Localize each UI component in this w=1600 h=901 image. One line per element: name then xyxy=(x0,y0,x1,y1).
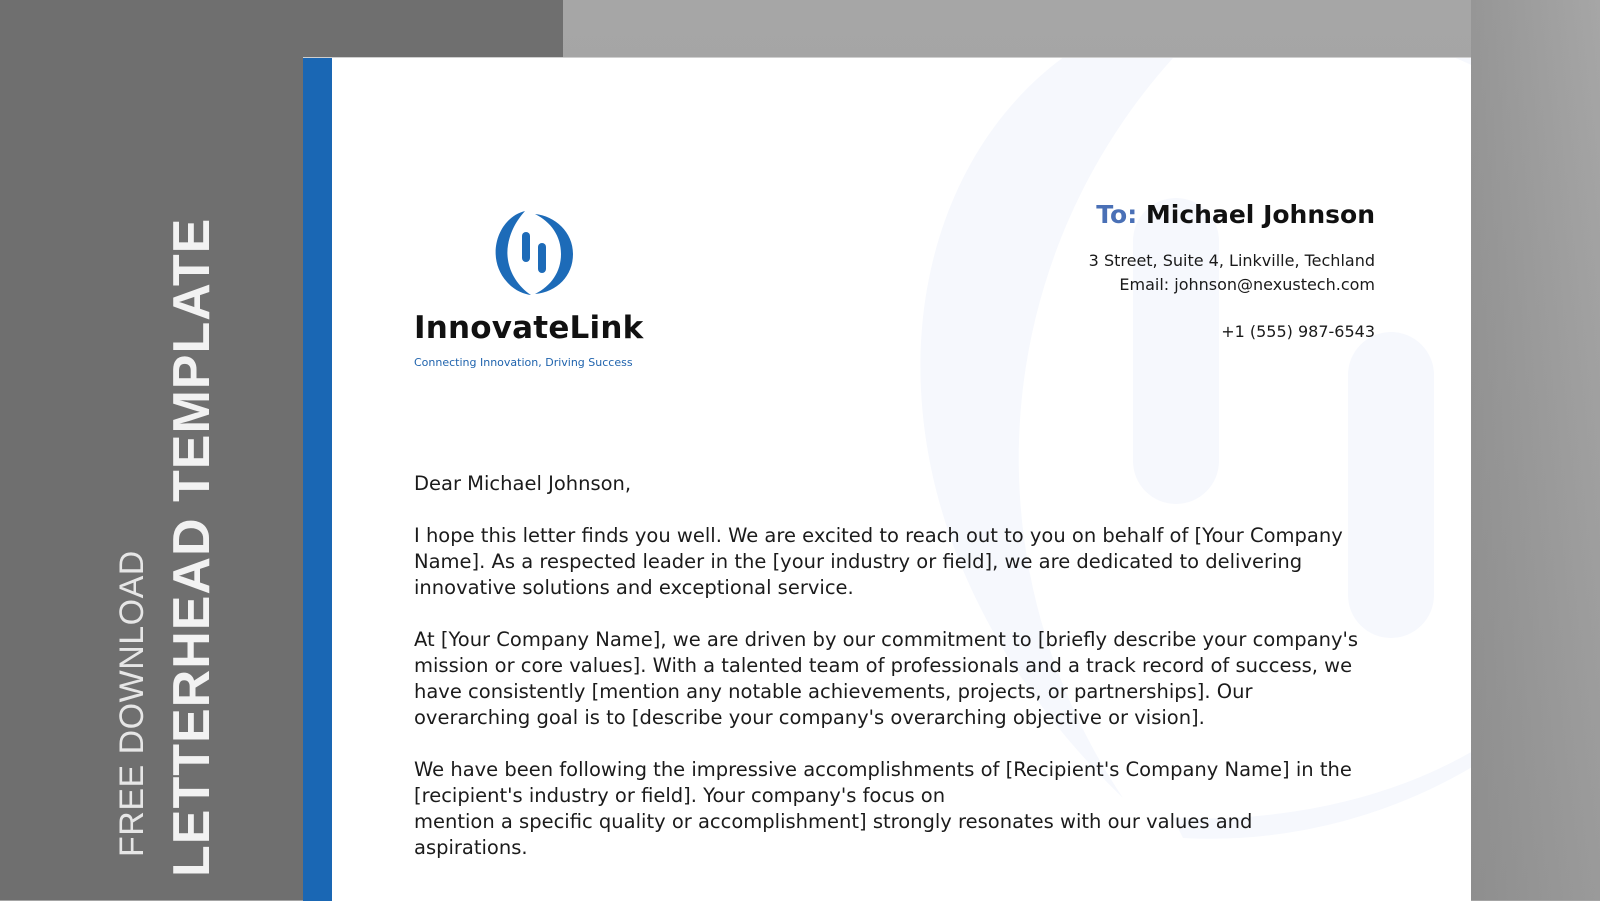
recipient-contact xyxy=(1089,249,1375,297)
salutation: Dear Michael Johnson, xyxy=(414,472,632,495)
paragraph-line: aspirations. xyxy=(414,836,528,859)
side-banner xyxy=(0,0,300,900)
paragraph-line: mention a specific quality or accomplishment] strongly resonates with our values and xyxy=(414,810,1253,833)
paragraph-line: At [Your Company Name], we are driven by our commitment to [briefly describe your company's xyxy=(414,628,1358,651)
paragraph-3 xyxy=(414,757,1374,861)
innovatelink-logo-icon xyxy=(491,208,577,298)
recipient-name: Michael Johnson xyxy=(1145,200,1375,229)
letter-body xyxy=(414,471,1374,887)
recipient-heading xyxy=(1089,200,1375,229)
paragraph-line: innovative solutions and exceptional service. xyxy=(414,576,854,599)
recipient-address: 3 Street, Suite 4, Linkville, Techland xyxy=(1088,251,1375,270)
to-label: To: xyxy=(1096,200,1138,229)
paragraph-line: [recipient's industry or field]. Your company's focus on xyxy=(414,784,946,807)
paragraph-1 xyxy=(414,523,1374,601)
page-shadow xyxy=(1471,0,1600,900)
side-banner-title: LETTERHEAD TEMPLATE xyxy=(163,217,221,877)
paragraph-2 xyxy=(414,627,1374,731)
recipient-email: Email: johnson@nexustech.com xyxy=(1119,275,1375,294)
accent-bar xyxy=(303,58,332,901)
paragraph-line: I hope this letter finds you well. We are excited to reach out to you on behalf of [Your Company xyxy=(414,524,1343,547)
brand-name: InnovateLink xyxy=(414,310,644,346)
recipient-phone: +1 (555) 987-6543 xyxy=(1221,322,1375,341)
paragraph-line: overarching goal is to [describe your company's overarching objective or vision]. xyxy=(414,706,1205,729)
paragraph-line: Name]. As a respected leader in the [your industry or field], we are dedicated to delivering xyxy=(414,550,1303,573)
recipient-block xyxy=(1089,200,1375,341)
side-banner-subtitle: FREE DOWNLOAD xyxy=(113,550,151,857)
paragraph-line: We have been following the impressive accomplishments of [Recipient's Company Name] in the xyxy=(414,758,1352,781)
paragraph-line: mission or core values]. With a talented team of professionals and a track record of success, we xyxy=(414,654,1353,677)
brand-tagline: Connecting Innovation, Driving Success xyxy=(414,356,633,369)
letterhead-page xyxy=(303,57,1471,901)
paragraph-line: have consistently [mention any notable achievements, projects, or partnerships]. Our xyxy=(414,680,1253,703)
